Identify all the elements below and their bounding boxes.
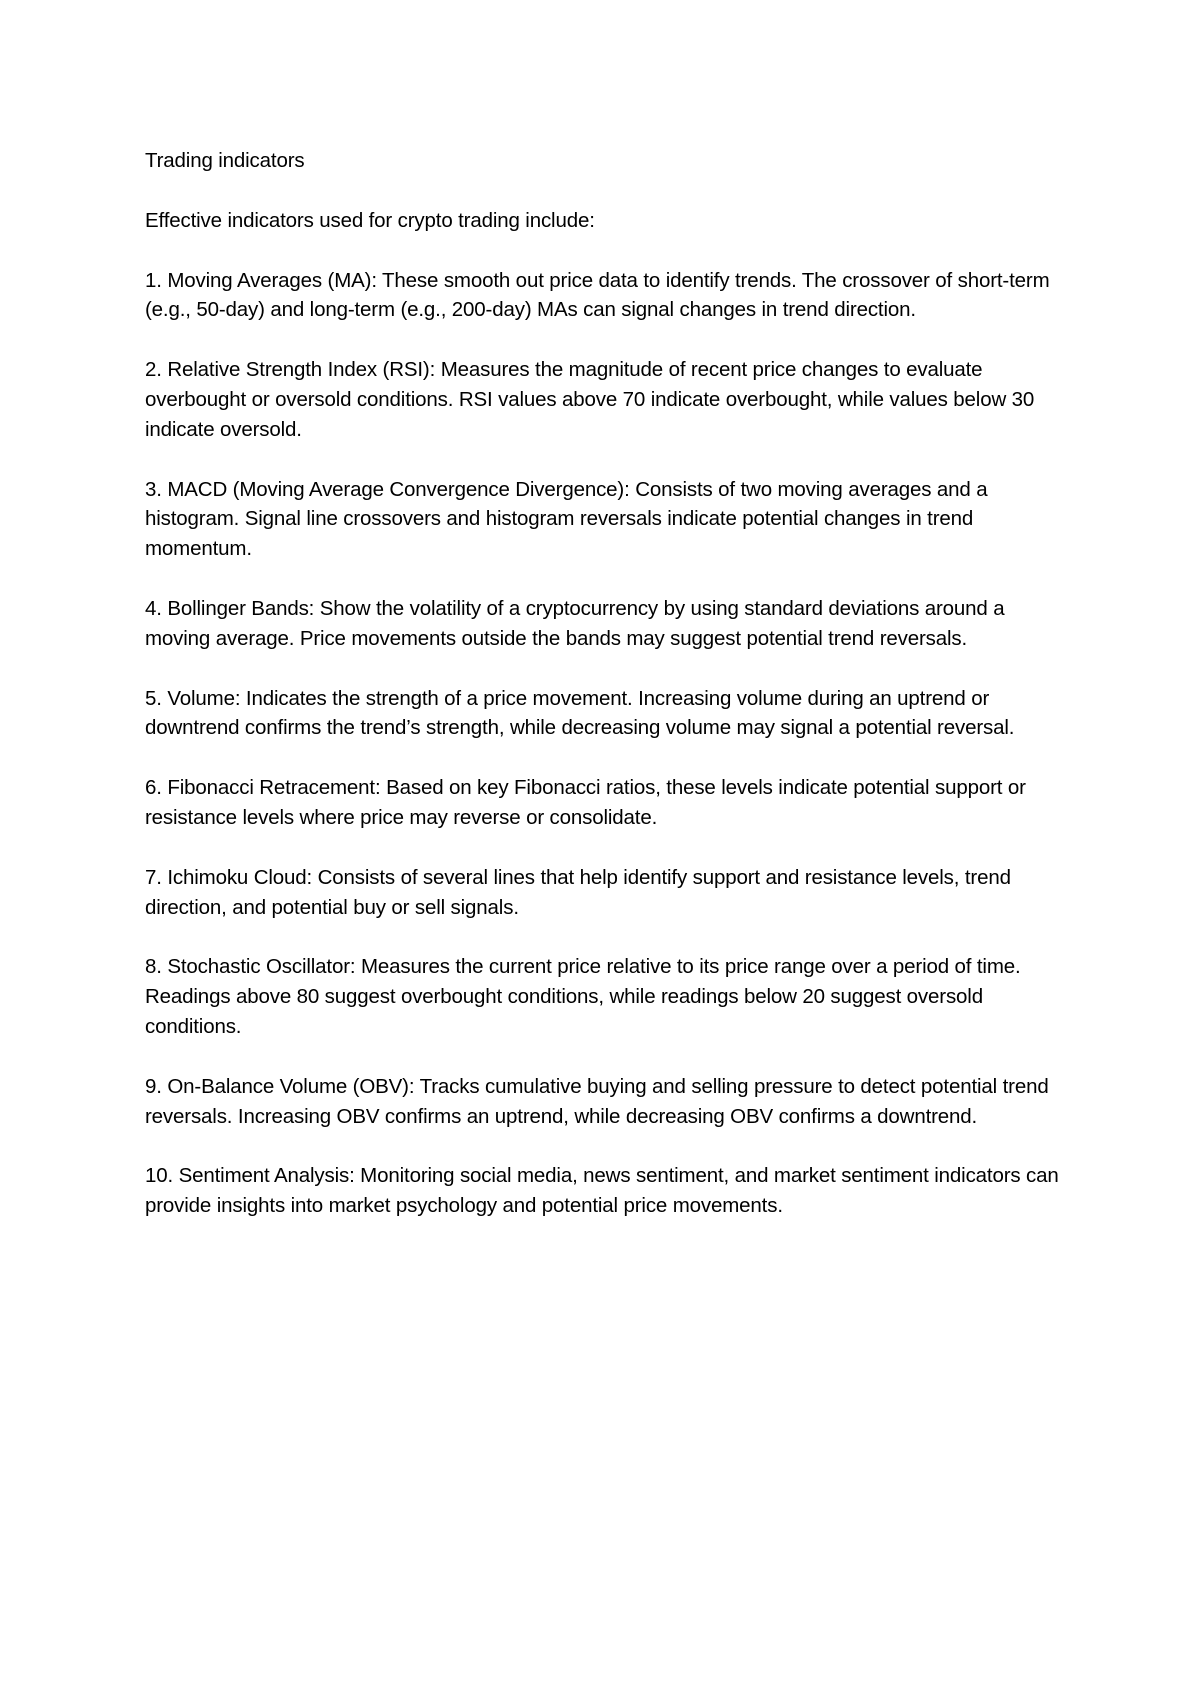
- list-item-obv: 9. On-Balance Volume (OBV): Tracks cumulative buying and selling pressure to detect potential trend reversals. Increasing OBV confirms an uptrend, while decreasing OBV confirms a downtrend.: [145, 1074, 1049, 1128]
- list-item-sentiment: 10. Sentiment Analysis: Monitoring social media, news sentiment, and market sentiment indicators can provide insights into market psychology and potential price movements.: [145, 1164, 1059, 1218]
- list-item-stochastic: 8. Stochastic Oscillator: Measures the current price relative to its price range over a period of time. Readings above 80 suggest overbought conditions, while readings below 20 suggest oversold conditions.: [145, 955, 1021, 1038]
- document-body: [145, 146, 1075, 1251]
- list-item-fibonacci: 6. Fibonacci Retracement: Based on key Fibonacci ratios, these levels indicate potential support or resistance levels where price may reverse or consolidate.: [145, 776, 1026, 829]
- list-item-bollinger-bands: 4. Bollinger Bands: Show the volatility of a cryptocurrency by using standard deviations around a moving average. Price movements outside the bands may suggest potential trend reversals.: [145, 596, 1005, 650]
- list-item-moving-averages: 1. Moving Averages (MA): These smooth out price data to identify trends. The crossover of short-term (e.g., 50-day) and long-term (e.g., 200-day) MAs can signal changes in trend direction.: [145, 268, 1050, 322]
- list-item-rsi: 2. Relative Strength Index (RSI): Measures the magnitude of recent price changes to evaluate overbought or oversold conditions. RSI values above 70 indicate overbought, while values below 30 indicate oversold.: [145, 358, 1035, 441]
- list-item-volume: 5. Volume: Indicates the strength of a price movement. Increasing volume during an uptrend or downtrend confirms the trend’s strength, while decreasing volume may signal a potential reversal.: [145, 686, 1015, 740]
- list-item-macd: 3. MACD (Moving Average Convergence Divergence): Consists of two moving averages and a histogram. Signal line crossovers and histogram reversals indicate potential changes in trend momentum.: [145, 477, 988, 561]
- list-item-ichimoku: 7. Ichimoku Cloud: Consists of several lines that help identify support and resistance levels, trend direction, and potential buy or sell signals.: [145, 865, 1011, 919]
- intro-paragraph: Effective indicators used for crypto trading include:: [145, 208, 595, 232]
- document-title: Trading indicators: [145, 149, 305, 172]
